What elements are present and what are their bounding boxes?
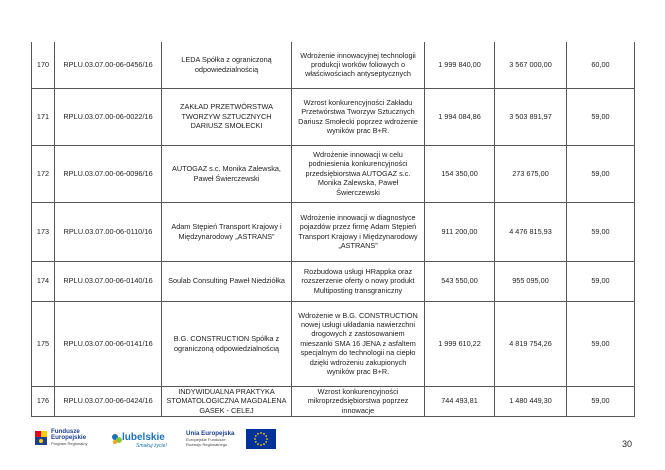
application-code: RPLU.03.07.00-06-0140/16 — [55, 261, 162, 301]
score: 59,00 — [567, 88, 635, 145]
fe-emblem-icon — [32, 428, 49, 448]
grant-amount: 1 994 084,86 — [425, 88, 495, 145]
application-code: RPLU.03.07.00-06-0022/16 — [55, 88, 162, 145]
project-title: Wzrost konkurencyjności mikroprzedsiębiorstwa poprzez innowacje — [292, 386, 425, 416]
grant-amount: 1 999 610,22 — [425, 301, 495, 386]
lubelskie-logo — [110, 429, 178, 457]
project-title: Wdrożenie innowacji w diagnostyce pojazdów przez firmę Adam Stępień Transport Krajowy i Międzynarodowy „ASTRANS” — [292, 202, 425, 261]
row-number: 176 — [32, 386, 55, 416]
beneficiary-name: ZAKŁAD PRZETWÓRSTWA TWORZYW SZTUCZNYCH DARIUSZ SMOŁECKI — [162, 88, 292, 145]
score: 59,00 — [567, 202, 635, 261]
page-number: 30 — [622, 439, 633, 449]
page-footer — [0, 425, 665, 465]
application-code: RPLU.03.07.00-06-0110/16 — [55, 202, 162, 261]
eu-logo-line2: Europejskie Fundusze — [186, 437, 226, 442]
total-value: 4 819 754,26 — [495, 301, 567, 386]
grant-amount: 1 999 840,00 — [425, 42, 495, 88]
row-number: 175 — [32, 301, 55, 386]
table-row — [32, 386, 635, 416]
total-value: 1 480 449,30 — [495, 386, 567, 416]
score: 59,00 — [567, 386, 635, 416]
project-title: Rozbudowa usługi HRappka oraz rozszerzenie oferty o nowy produkt Multiposting transgraniczny — [292, 261, 425, 301]
project-title: Wdrożenie w B.G. CONSTRUCTION nowej usługi układania nawierzchni drogowych z zastosowaniem mieszanki SMA 16 JENA z asfaltem specjalnym do technologii na ciepło dzięki wdrożeniu zakupionych wyników prac B+R. — [292, 301, 425, 386]
total-value: 4 476 815,93 — [495, 202, 567, 261]
grant-amount: 911 200,00 — [425, 202, 495, 261]
total-value: 3 503 891,97 — [495, 88, 567, 145]
row-number: 171 — [32, 88, 55, 145]
grant-amount: 154 350,00 — [425, 145, 495, 202]
beneficiary-name: LEDA Spółka z ograniczoną odpowiedzialnością — [162, 42, 292, 88]
eu-logo-line1: Unia Europejska — [186, 430, 235, 437]
grant-ranking-table — [31, 42, 635, 417]
row-number: 172 — [32, 145, 55, 202]
application-code: RPLU.03.07.00-06-0456/16 — [55, 42, 162, 88]
total-value: 273 675,00 — [495, 145, 567, 202]
score: 59,00 — [567, 145, 635, 202]
fe-logo-line2: Europejskie — [51, 434, 87, 441]
grant-amount: 543 550,00 — [425, 261, 495, 301]
score: 59,00 — [567, 301, 635, 386]
fe-logo-line1: Fundusze — [51, 428, 80, 435]
application-code: RPLU.03.07.00-06-0141/16 — [55, 301, 162, 386]
beneficiary-name: AUTOGAZ s.c. Monika Zalewska, Paweł Świerczewski — [162, 145, 292, 202]
table-row — [32, 42, 635, 88]
fundusze-europejskie-logo — [32, 427, 102, 457]
eu-flag-icon — [246, 429, 276, 449]
eu-logo-line3: Rozwoju Regionalnego — [186, 442, 228, 447]
application-code: RPLU.03.07.00-06-0096/16 — [55, 145, 162, 202]
total-value: 955 095,00 — [495, 261, 567, 301]
beneficiary-name: B.G. CONSTRUCTION Spółka z ograniczoną odpowiedzialnością — [162, 301, 292, 386]
row-number: 173 — [32, 202, 55, 261]
beneficiary-name: INDYWIDUALNA PRAKTYKA STOMATOLOGICZNA MAGDALENA GASEK - CELEJ — [162, 386, 292, 416]
lubelskie-slogan: Smakuj życie! — [136, 443, 167, 449]
unia-europejska-logo — [186, 427, 278, 457]
table-row — [32, 88, 635, 145]
row-number: 170 — [32, 42, 55, 88]
table-row — [32, 145, 635, 202]
score: 60,00 — [567, 42, 635, 88]
table-row — [32, 202, 635, 261]
table-row — [32, 261, 635, 301]
lubelskie-name: lubelskie — [122, 432, 165, 443]
project-title: Wdrożenie innowacji w celu podniesienia konkurencyjności przedsiębiorstwa AUTOGAZ s.c. Monika Zalewska, Paweł Świerczewski — [292, 145, 425, 202]
beneficiary-name: Adam Stępień Transport Krajowy i Międzynarodowy „ASTRANS” — [162, 202, 292, 261]
application-code: RPLU.03.07.00-06-0424/16 — [55, 386, 162, 416]
project-title: Wdrożenie innowacyjnej technologii produkcji worków foliowych o właściwościach antyseptycznych — [292, 42, 425, 88]
grant-amount: 744 493,81 — [425, 386, 495, 416]
row-number: 174 — [32, 261, 55, 301]
table-row — [32, 301, 635, 386]
total-value: 3 567 000,00 — [495, 42, 567, 88]
fe-logo-line3: Program Regionalny — [51, 441, 88, 446]
beneficiary-name: Soulab Consulting Paweł Niedziółka — [162, 261, 292, 301]
project-title: Wzrost konkurencyjności Zakładu Przetwórstwa Tworzyw Sztucznych Dariusz Smołecki poprzez wdrożenie wyników prac B+R. — [292, 88, 425, 145]
score: 59,00 — [567, 261, 635, 301]
